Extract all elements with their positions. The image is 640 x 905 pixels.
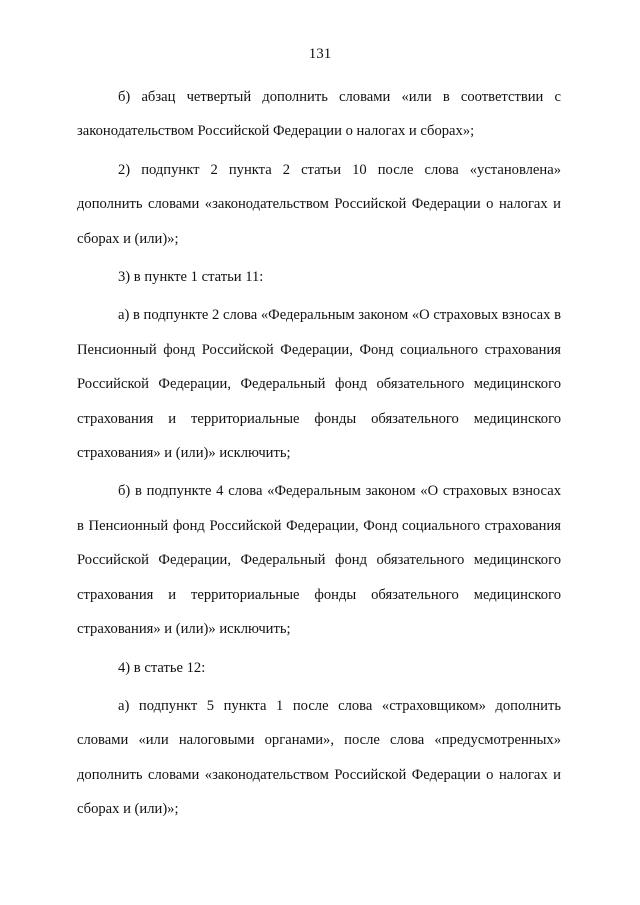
paragraph-2-podpunkt: 2) подпункт 2 пункта 2 статьи 10 после слова «установлена» дополнить словами «законодательством Российской Федерации о налогах и сборах и (или)»; [77,161,561,247]
paragraph-4-heading: 4) в статье 12: [118,659,206,676]
page-number: 131 [308,46,332,62]
document-body [77,80,561,831]
paragraph-3b: б) в подпункте 4 слова «Федеральным законом «О страховых взносах в Пенсионный фонд Российской Федерации, Фонд социального страхования Российской Федерации, Федеральный фонд обязательного медицинского страхования и территориальные фонды обязательного медицинского страхования» и (или)» исключить; [77,483,561,638]
paragraph-3a: а) в подпункте 2 слова «Федеральным законом «О страховых взносах в Пенсионный фонд Российской Федерации, Фонд социального страхования Российской Федерации, Федеральный фонд обязательного медицинского страхования и территориальные фонды обязательного медицинского страхования» и (или)» исключить; [77,307,561,462]
paragraph-3-heading: 3) в пункте 1 статьи 11: [118,269,264,286]
paragraph-b-abzac: б) абзац четвертый дополнить словами «или в соответствии с законодательством Российской Федерации о налогах и сборах»; [77,89,561,140]
paragraph-4a: а) подпункт 5 пункта 1 после слова «страховщиком» дополнить словами «или налоговыми органами», после слова «предусмотренных» дополнить словами «законодательством Российской Федерации о налогах и сборах и (или)»; [77,697,561,818]
